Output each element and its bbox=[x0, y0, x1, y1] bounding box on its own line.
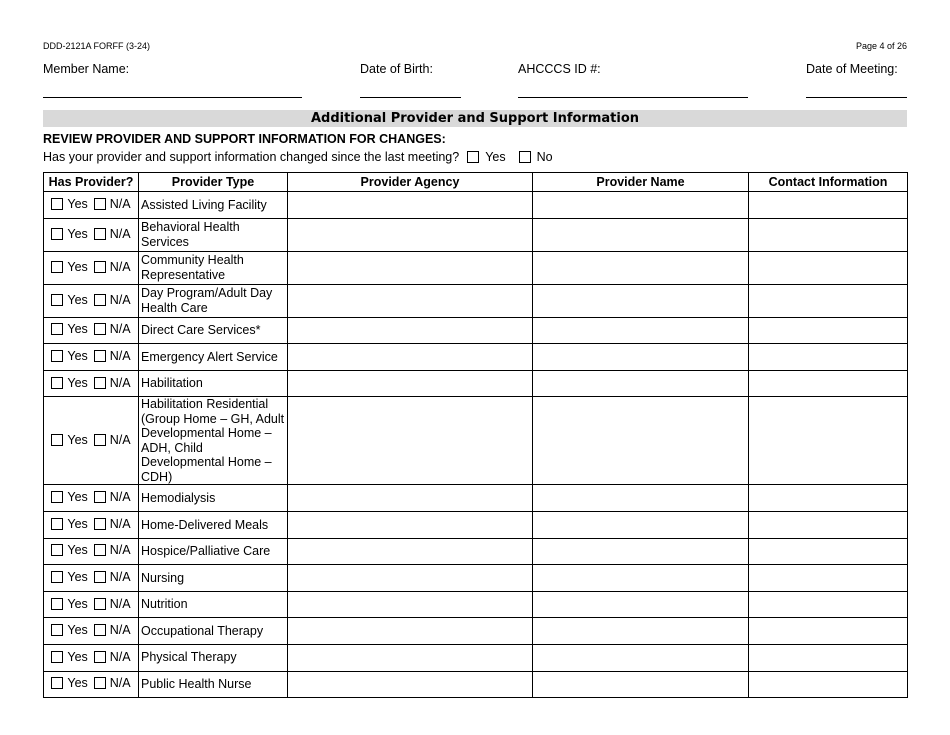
yes-option bbox=[51, 322, 87, 336]
provider-name-cell[interactable] bbox=[533, 644, 749, 671]
na-label: N/A bbox=[109, 516, 131, 531]
contact-information-cell[interactable] bbox=[749, 511, 908, 538]
yes-label: Yes bbox=[67, 432, 88, 447]
table-row bbox=[44, 538, 908, 565]
change-question-text: Has your provider and support information changed since the last meeting? bbox=[43, 150, 460, 164]
table-row bbox=[44, 644, 908, 671]
provider-type-cell: Nursing bbox=[139, 565, 288, 592]
provider-agency-cell[interactable] bbox=[288, 218, 533, 251]
provider-agency-cell[interactable] bbox=[288, 618, 533, 645]
has-provider-cell bbox=[44, 511, 139, 538]
yes-option bbox=[51, 433, 87, 447]
yes-label: Yes bbox=[67, 196, 88, 211]
provider-name-cell[interactable] bbox=[533, 218, 749, 251]
provider-type-cell: Behavioral Health Services bbox=[139, 218, 288, 251]
na-label: N/A bbox=[109, 432, 131, 447]
na-checkbox[interactable] bbox=[94, 491, 106, 503]
table-row bbox=[44, 565, 908, 592]
provider-type-cell: Nutrition bbox=[139, 591, 288, 618]
date-of-birth-label: Date of Birth: bbox=[360, 62, 433, 76]
na-checkbox[interactable] bbox=[94, 544, 106, 556]
contact-information-cell[interactable] bbox=[749, 284, 908, 317]
yes-label: Yes bbox=[67, 292, 88, 307]
header-provider-agency: Provider Agency bbox=[288, 173, 533, 192]
has-provider-cell bbox=[44, 251, 139, 284]
provider-agency-cell[interactable] bbox=[288, 344, 533, 371]
na-checkbox[interactable] bbox=[94, 434, 106, 446]
provider-agency-cell[interactable] bbox=[288, 565, 533, 592]
provider-table bbox=[43, 172, 908, 698]
provider-agency-cell[interactable] bbox=[288, 671, 533, 698]
provider-type-cell: Emergency Alert Service bbox=[139, 344, 288, 371]
provider-agency-cell[interactable] bbox=[288, 511, 533, 538]
na-checkbox[interactable] bbox=[94, 598, 106, 610]
contact-information-cell[interactable] bbox=[749, 344, 908, 371]
yes-checkbox[interactable] bbox=[51, 651, 63, 663]
na-option bbox=[94, 433, 131, 447]
yes-checkbox[interactable] bbox=[51, 544, 63, 556]
na-checkbox[interactable] bbox=[94, 350, 106, 362]
provider-name-cell[interactable] bbox=[533, 192, 749, 219]
provider-agency-cell[interactable] bbox=[288, 644, 533, 671]
table-row bbox=[44, 397, 908, 485]
na-checkbox[interactable] bbox=[94, 294, 106, 306]
yes-option bbox=[51, 676, 87, 690]
provider-name-cell[interactable] bbox=[533, 511, 749, 538]
yes-option bbox=[51, 197, 87, 211]
yes-label: Yes bbox=[67, 649, 88, 664]
na-checkbox[interactable] bbox=[94, 228, 106, 240]
yes-checkbox[interactable] bbox=[51, 677, 63, 689]
yes-checkbox[interactable] bbox=[51, 198, 63, 210]
ahcccs-id-field[interactable] bbox=[518, 97, 748, 98]
provider-type-cell: Public Health Nurse bbox=[139, 671, 288, 698]
has-provider-cell bbox=[44, 485, 139, 512]
date-of-meeting-field[interactable] bbox=[806, 97, 907, 98]
table-row bbox=[44, 671, 908, 698]
has-provider-cell bbox=[44, 218, 139, 251]
na-option bbox=[94, 293, 131, 307]
has-provider-cell bbox=[44, 671, 139, 698]
na-label: N/A bbox=[109, 543, 131, 558]
provider-name-cell[interactable] bbox=[533, 565, 749, 592]
provider-type-cell: Habilitation bbox=[139, 370, 288, 397]
na-label: N/A bbox=[109, 490, 131, 505]
contact-information-cell[interactable] bbox=[749, 397, 908, 485]
provider-agency-cell[interactable] bbox=[288, 317, 533, 344]
yes-label: Yes bbox=[67, 623, 88, 638]
na-checkbox[interactable] bbox=[94, 261, 106, 273]
table-row bbox=[44, 192, 908, 219]
na-checkbox[interactable] bbox=[94, 323, 106, 335]
yes-label: Yes bbox=[67, 676, 88, 691]
contact-information-cell[interactable] bbox=[749, 591, 908, 618]
table-row bbox=[44, 251, 908, 284]
yes-option bbox=[51, 260, 87, 274]
provider-name-cell[interactable] bbox=[533, 370, 749, 397]
yes-option bbox=[51, 376, 87, 390]
provider-name-cell[interactable] bbox=[533, 538, 749, 565]
provider-name-cell[interactable] bbox=[533, 251, 749, 284]
na-label: N/A bbox=[109, 375, 131, 390]
contact-information-cell[interactable] bbox=[749, 538, 908, 565]
member-name-label: Member Name: bbox=[43, 62, 130, 76]
header-contact-information: Contact Information bbox=[749, 173, 908, 192]
yes-option bbox=[51, 597, 87, 611]
yes-label: Yes bbox=[67, 226, 88, 241]
na-option bbox=[94, 517, 131, 531]
provider-type-cell: Occupational Therapy bbox=[139, 618, 288, 645]
provider-name-cell[interactable] bbox=[533, 344, 749, 371]
yes-option bbox=[51, 543, 87, 557]
yes-label: Yes bbox=[67, 490, 88, 505]
change-question bbox=[43, 150, 553, 164]
provider-type-cell: Habilitation Residential (Group Home – GH, Adult Developmental Home – ADH, Child Developmental Home – CDH) bbox=[139, 397, 288, 485]
has-provider-cell bbox=[44, 618, 139, 645]
has-provider-cell bbox=[44, 370, 139, 397]
provider-type-cell: Community Health Representative bbox=[139, 251, 288, 284]
table-row bbox=[44, 370, 908, 397]
na-option bbox=[94, 197, 131, 211]
provider-type-cell: Day Program/Adult Day Health Care bbox=[139, 284, 288, 317]
provider-name-cell[interactable] bbox=[533, 284, 749, 317]
provider-type-cell: Hemodialysis bbox=[139, 485, 288, 512]
contact-information-cell[interactable] bbox=[749, 618, 908, 645]
yes-checkbox[interactable] bbox=[51, 350, 63, 362]
na-label: N/A bbox=[109, 196, 131, 211]
has-provider-cell bbox=[44, 644, 139, 671]
na-checkbox[interactable] bbox=[94, 651, 106, 663]
contact-information-cell[interactable] bbox=[749, 565, 908, 592]
yes-option bbox=[51, 650, 87, 664]
na-option bbox=[94, 597, 131, 611]
provider-agency-cell[interactable] bbox=[288, 284, 533, 317]
provider-agency-cell[interactable] bbox=[288, 192, 533, 219]
na-option bbox=[94, 570, 131, 584]
yes-label: Yes bbox=[67, 259, 88, 274]
page-number: Page 4 of 26 bbox=[855, 41, 907, 51]
na-checkbox[interactable] bbox=[94, 198, 106, 210]
table-row bbox=[44, 218, 908, 251]
header-has-provider: Has Provider? bbox=[44, 173, 139, 192]
provider-type-cell: Hospice/Palliative Care bbox=[139, 538, 288, 565]
yes-option bbox=[51, 293, 87, 307]
yes-checkbox[interactable] bbox=[51, 434, 63, 446]
table-header-row bbox=[44, 173, 908, 192]
provider-name-cell[interactable] bbox=[533, 317, 749, 344]
na-label: N/A bbox=[109, 676, 131, 691]
na-label: N/A bbox=[109, 259, 131, 274]
na-option bbox=[94, 490, 131, 504]
has-provider-cell bbox=[44, 591, 139, 618]
contact-information-cell[interactable] bbox=[749, 218, 908, 251]
na-label: N/A bbox=[109, 292, 131, 307]
yes-label: Yes bbox=[67, 375, 88, 390]
change-yes-option bbox=[467, 150, 505, 164]
contact-information-cell[interactable] bbox=[749, 370, 908, 397]
yes-checkbox[interactable] bbox=[51, 261, 63, 273]
provider-name-cell[interactable] bbox=[533, 397, 749, 485]
ahcccs-id-label: AHCCCS ID #: bbox=[518, 62, 601, 76]
provider-name-cell[interactable] bbox=[533, 591, 749, 618]
provider-agency-cell[interactable] bbox=[288, 485, 533, 512]
provider-name-cell[interactable] bbox=[533, 618, 749, 645]
contact-information-cell[interactable] bbox=[749, 671, 908, 698]
table-row bbox=[44, 591, 908, 618]
has-provider-cell bbox=[44, 397, 139, 485]
na-option bbox=[94, 349, 131, 363]
contact-information-cell[interactable] bbox=[749, 317, 908, 344]
table-row bbox=[44, 284, 908, 317]
na-label: N/A bbox=[109, 322, 131, 337]
provider-agency-cell[interactable] bbox=[288, 591, 533, 618]
na-label: N/A bbox=[109, 649, 131, 664]
provider-agency-cell[interactable] bbox=[288, 397, 533, 485]
yes-label: Yes bbox=[67, 516, 88, 531]
contact-information-cell[interactable] bbox=[749, 485, 908, 512]
has-provider-cell bbox=[44, 317, 139, 344]
section-title: Additional Provider and Support Information bbox=[43, 110, 907, 127]
yes-option bbox=[51, 517, 87, 531]
provider-name-cell[interactable] bbox=[533, 671, 749, 698]
change-yes-label: Yes bbox=[485, 150, 506, 164]
yes-checkbox[interactable] bbox=[51, 294, 63, 306]
table-row bbox=[44, 317, 908, 344]
has-provider-cell bbox=[44, 538, 139, 565]
review-heading: REVIEW PROVIDER AND SUPPORT INFORMATION FOR CHANGES: bbox=[43, 132, 446, 146]
yes-label: Yes bbox=[67, 322, 88, 337]
table-row bbox=[44, 511, 908, 538]
na-option bbox=[94, 260, 131, 274]
table-row bbox=[44, 618, 908, 645]
na-checkbox[interactable] bbox=[94, 624, 106, 636]
yes-label: Yes bbox=[67, 348, 88, 363]
provider-agency-cell[interactable] bbox=[288, 370, 533, 397]
has-provider-cell bbox=[44, 192, 139, 219]
provider-name-cell[interactable] bbox=[533, 485, 749, 512]
yes-checkbox[interactable] bbox=[51, 323, 63, 335]
na-label: N/A bbox=[109, 623, 131, 638]
change-no-option bbox=[519, 150, 553, 164]
na-option bbox=[94, 376, 131, 390]
na-label: N/A bbox=[109, 569, 131, 584]
na-option bbox=[94, 650, 131, 664]
na-checkbox[interactable] bbox=[94, 677, 106, 689]
header-provider-type: Provider Type bbox=[139, 173, 288, 192]
provider-agency-cell[interactable] bbox=[288, 538, 533, 565]
provider-type-cell: Physical Therapy bbox=[139, 644, 288, 671]
yes-option bbox=[51, 623, 87, 637]
yes-checkbox[interactable] bbox=[51, 571, 63, 583]
yes-option bbox=[51, 490, 87, 504]
has-provider-cell bbox=[44, 565, 139, 592]
na-option bbox=[94, 676, 131, 690]
na-checkbox[interactable] bbox=[94, 377, 106, 389]
yes-checkbox[interactable] bbox=[51, 598, 63, 610]
yes-label: Yes bbox=[67, 569, 88, 584]
yes-checkbox[interactable] bbox=[51, 377, 63, 389]
na-option bbox=[94, 623, 131, 637]
na-label: N/A bbox=[109, 596, 131, 611]
change-no-checkbox[interactable] bbox=[519, 151, 531, 163]
header-provider-name: Provider Name bbox=[533, 173, 749, 192]
na-label: N/A bbox=[109, 348, 131, 363]
na-checkbox[interactable] bbox=[94, 518, 106, 530]
yes-checkbox[interactable] bbox=[51, 228, 63, 240]
has-provider-cell bbox=[44, 284, 139, 317]
table-row bbox=[44, 344, 908, 371]
date-of-birth-field[interactable] bbox=[360, 97, 461, 98]
yes-checkbox[interactable] bbox=[51, 491, 63, 503]
provider-agency-cell[interactable] bbox=[288, 251, 533, 284]
has-provider-cell bbox=[44, 344, 139, 371]
na-checkbox[interactable] bbox=[94, 571, 106, 583]
na-option bbox=[94, 227, 131, 241]
yes-label: Yes bbox=[67, 543, 88, 558]
provider-type-cell: Home-Delivered Meals bbox=[139, 511, 288, 538]
contact-information-cell[interactable] bbox=[749, 644, 908, 671]
na-label: N/A bbox=[109, 226, 131, 241]
na-option bbox=[94, 322, 131, 336]
change-no-label: No bbox=[536, 150, 553, 164]
contact-information-cell[interactable] bbox=[749, 251, 908, 284]
provider-type-cell: Assisted Living Facility bbox=[139, 192, 288, 219]
yes-checkbox[interactable] bbox=[51, 518, 63, 530]
member-name-field[interactable] bbox=[43, 97, 302, 98]
contact-information-cell[interactable] bbox=[749, 192, 908, 219]
na-option bbox=[94, 543, 131, 557]
form-id: DDD-2121A FORFF (3-24) bbox=[43, 41, 151, 51]
yes-label: Yes bbox=[67, 596, 88, 611]
table-row bbox=[44, 485, 908, 512]
change-yes-checkbox[interactable] bbox=[467, 151, 479, 163]
date-of-meeting-label: Date of Meeting: bbox=[806, 62, 898, 76]
yes-option bbox=[51, 349, 87, 363]
yes-option bbox=[51, 570, 87, 584]
provider-type-cell: Direct Care Services* bbox=[139, 317, 288, 344]
yes-option bbox=[51, 227, 87, 241]
yes-checkbox[interactable] bbox=[51, 624, 63, 636]
